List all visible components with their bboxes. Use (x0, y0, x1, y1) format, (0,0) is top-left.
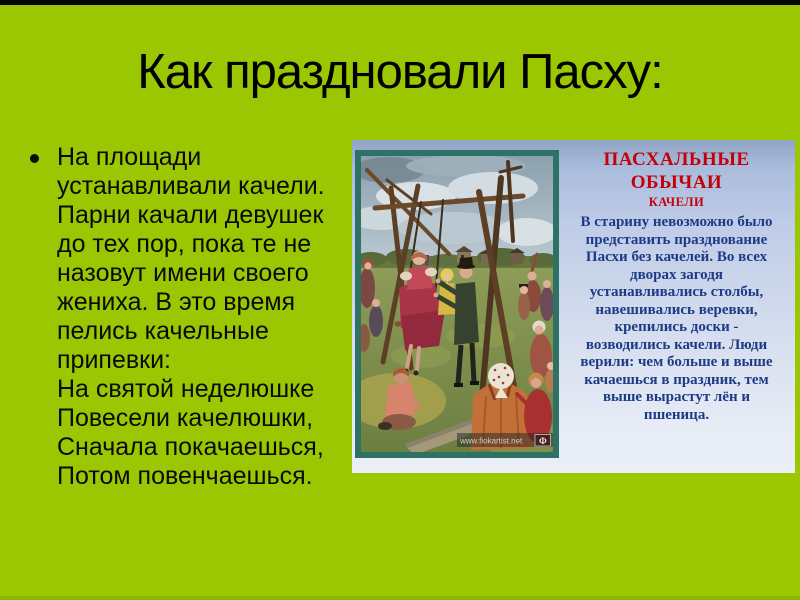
watermark-text: www.fiokartist.net (460, 436, 523, 446)
bullet-text: На площади устанавливали качели. Парни качали девушек до тех пор, пока те не назовут имени своего жениха. В это время пелись качельные припевки: На святой неделюшке Повесели качелюшки, Сначала покачаешься, Потом повенчаешься. (57, 143, 325, 490)
panel-text-column (560, 148, 793, 424)
easter-customs-panel (352, 140, 795, 473)
bullet-block (28, 143, 358, 491)
top-black-bar (0, 0, 800, 5)
panel-body-text: В старину невозможно было представить празднование Пасхи без качелей. Во всех дворах загодя устанавливались столбы, навешивались веревки, крепились доски - возводились качели. Люди верили: чем больше и выше качаешься в праздник, тем выше вырастут лён и пшеница. (580, 214, 773, 423)
watermark-bar (457, 433, 553, 447)
bullet-marker (30, 154, 39, 163)
panel-heading-line1: ПАСХАЛЬНЫЕ (603, 149, 750, 170)
panel-heading-line2: ОБЫЧАИ (630, 172, 723, 193)
slide-title: Как праздновали Пасху: (137, 45, 663, 99)
panel-subheading: КАЧЕЛИ (648, 195, 705, 209)
swing-painting (361, 156, 553, 452)
watermark-logo-icon: Ф (539, 436, 547, 446)
painting-frame (355, 150, 559, 458)
bottom-strip (0, 596, 800, 600)
